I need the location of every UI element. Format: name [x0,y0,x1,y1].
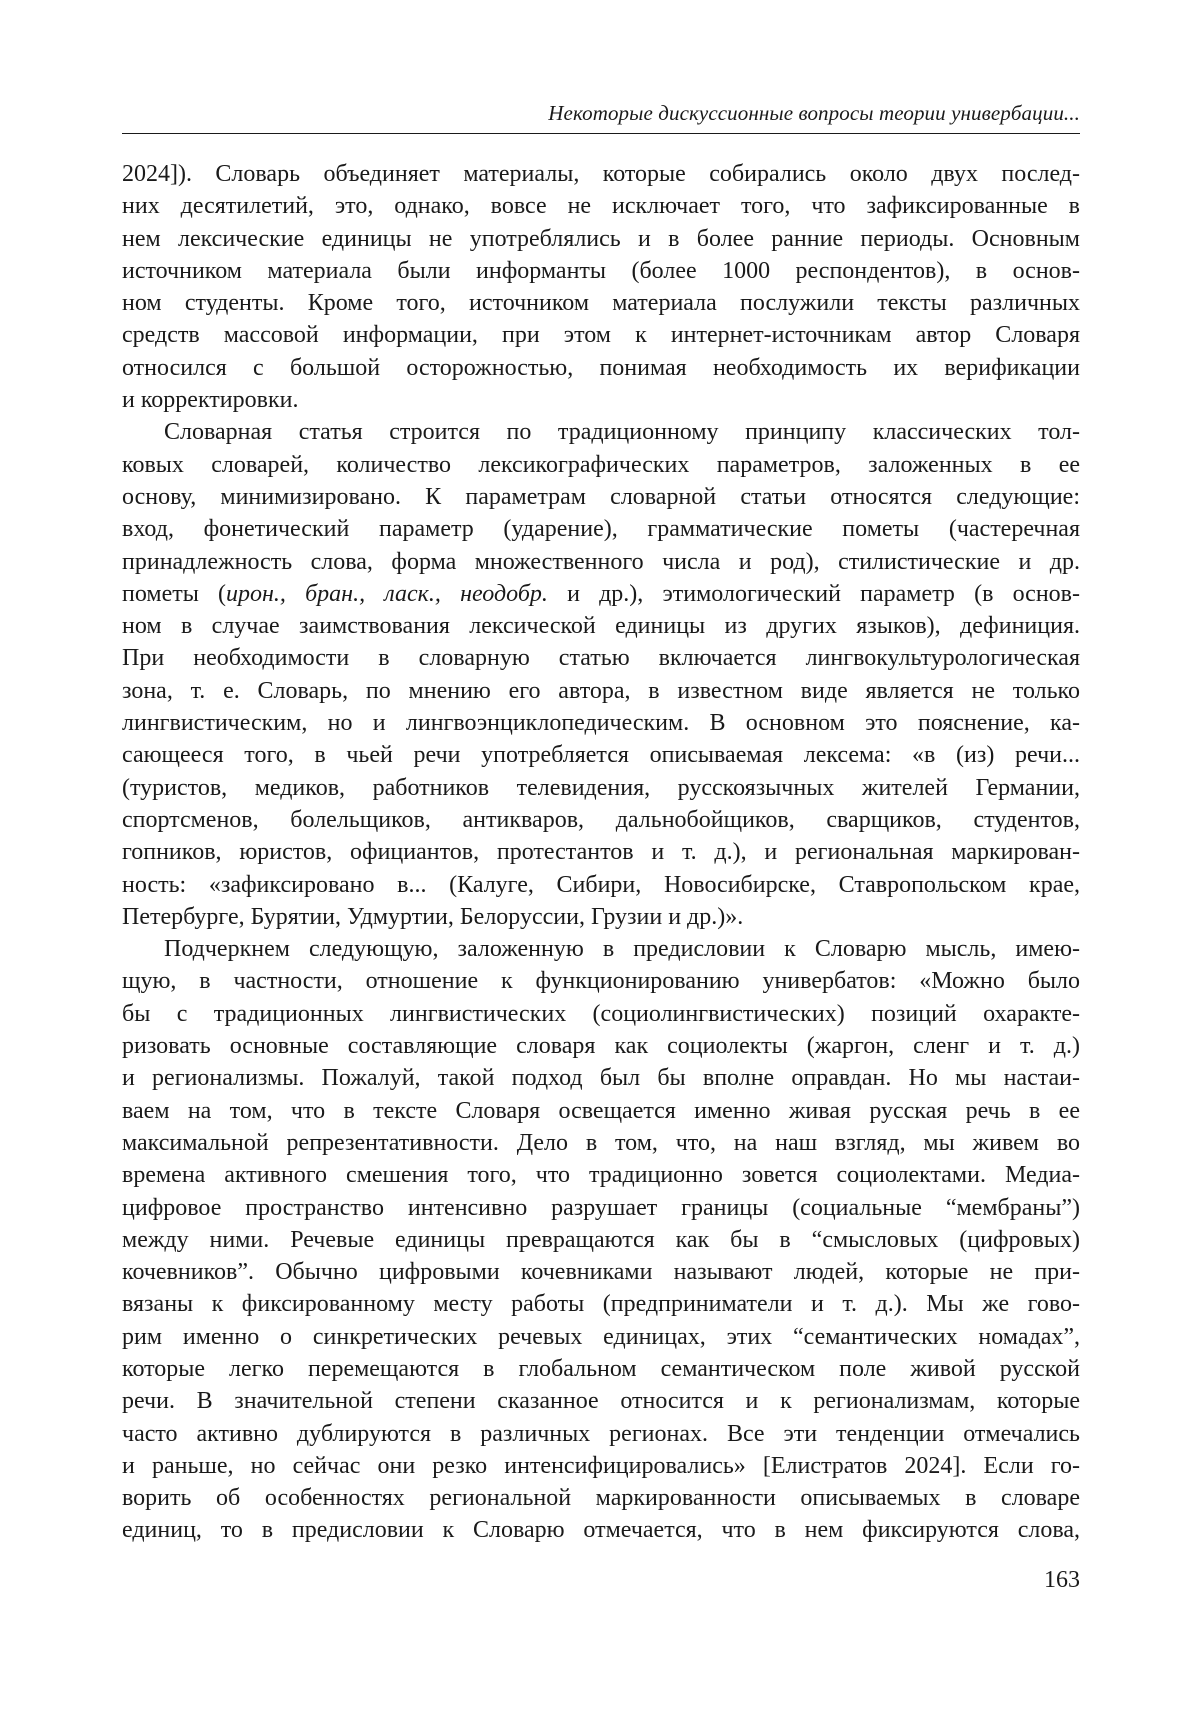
text-line: ном студенты. Кроме того, источником материала послужили тексты различных [122,290,1080,317]
text-line: ворить об особенностях региональной маркированности описываемых в словаре [122,1485,1080,1512]
text-line: лингвистическим, но и лингвоэнциклопедическим. В основном это пояснение, ка- [122,710,1080,737]
text-line: них десятилетий, это, однако, вовсе не исключает того, что зафиксированные в [122,193,1080,220]
text-line: При необходимости в словарную статью включается лингвокультурологическая [122,645,1080,672]
text-line: 2024]). Словарь объединяет материалы, которые собирались около двух послед- [122,161,1080,187]
header-rule [122,133,1080,134]
text-line: Подчеркнем следующую, заложенную в предисловии к Словарю мысль, имею- [164,936,1080,963]
text-line: речи. В значительной степени сказанное относится и к регионализмам, которые [122,1388,1080,1415]
text-line: Петербурге, Бурятии, Удмуртии, Белоруссии, Грузии и др.)». [122,903,744,930]
text-line-marks [122,578,1080,610]
text-line: максимальной репрезентативности. Дело в том, что, на наш взгляд, мы живем во [122,1129,1080,1156]
text-line: источником материала были информанты (более 1000 респондентов), в основ- [122,257,1080,284]
text-line: вязаны к фиксированному месту работы (предприниматели и т. д.). Мы же гово- [122,1291,1080,1318]
text-line: спортсменов, болельщиков, антикваров, дальнобойщиков, сварщиков, студентов, [122,806,1080,833]
text-line: щую, в частности, отношение к функционированию универбатов: «Можно было [122,968,1080,995]
text-line: вход, фонетический параметр (ударение), грамматические пометы (частеречная [122,516,1080,543]
running-title: Некоторые дискуссионные вопросы теории универбации... [548,101,1080,125]
text-line: ваем на том, что в тексте Словаря освещается именно живая русская речь в ее [122,1097,1080,1124]
text-line: ном в случае заимствования лексической единицы из других языков), дефиниция. [122,613,1080,640]
marks-after: и др.), этимологический параметр (в основ- [547,580,1080,607]
text-line: ризовать основные составляющие словаря как социолекты (жаргон, сленг и т. д.) [122,1033,1080,1060]
text-line: ность: «зафиксировано в... (Калуге, Сибири, Новосибирске, Ставропольском крае, [122,871,1080,898]
text-line: кочевников”. Обычно цифровыми кочевниками называют людей, которые не при- [122,1259,1080,1286]
body-text [122,158,1080,1547]
text-line: и раньше, но сейчас они резко интенсифицировались» [Елистратов 2024]. Если го- [122,1452,1080,1479]
text-line: сающееся того, в чьей речи употребляется описываемая лексема: «в (из) речи... [122,742,1080,769]
text-line: гопников, юристов, официантов, протестантов и т. д.), и региональная маркирован- [122,839,1080,866]
text-line: между ними. Речевые единицы превращаются как бы в “смысловых (цифровых) [122,1226,1080,1253]
text-line: ковых словарей, количество лексикографических параметров, заложенных в ее [122,451,1080,478]
text-line: и корректировки. [122,387,299,414]
text-line: принадлежность слова, форма множественного числа и род), стилистические и др. [122,548,1080,575]
marks-italic: ирон., бран., ласк., неодобр. [226,580,548,607]
text-line: рим именно о синкретических речевых единицах, этих “семантических номадах”, [122,1323,1080,1350]
text-line: времена активного смешения того, что традиционно зовется социолектами. Медиа- [122,1162,1080,1189]
text-line: средств массовой информации, при этом к интернет-источникам автор Словаря [122,322,1080,349]
text-line: часто активно дублируются в различных регионах. Все эти тенденции отмечались [122,1420,1080,1447]
marks-before: пометы ( [122,580,227,607]
text-line: единиц, то в предисловии к Словарю отмечается, что в нем фиксируются слова, [122,1517,1080,1544]
text-line: (туристов, медиков, работников телевидения, русскоязычных жителей Германии, [122,774,1080,801]
text-line: нем лексические единицы не употреблялись и в более ранние периоды. Основным [122,225,1080,252]
text-line: и регионализмы. Пожалуй, такой подход был бы вполне оправдан. Но мы настаи- [122,1065,1080,1092]
text-line: основу, минимизировано. К параметрам словарной статьи относятся следующие: [122,483,1080,510]
text-line: зона, т. е. Словарь, по мнению его автора, в известном виде является не только [122,677,1080,704]
page-number: 163 [1044,1567,1080,1593]
text-line: цифровое пространство интенсивно разрушает границы (социальные “мембраны”) [122,1194,1080,1221]
text-line: относился с большой осторожностью, понимая необходимость их верификации [122,354,1080,381]
text-line: бы с традиционных лингвистических (социолингвистических) позиций охаракте- [122,1000,1080,1027]
text-line: которые легко перемещаются в глобальном семантическом поле живой русской [122,1355,1080,1382]
text-line: Словарная статья строится по традиционному принципу классических тол- [164,419,1080,446]
